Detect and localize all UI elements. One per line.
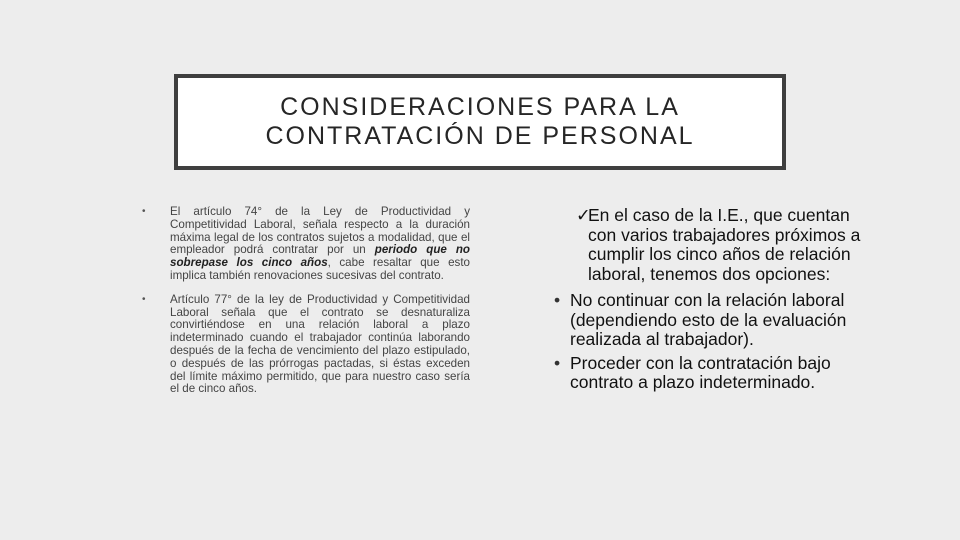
left-bullet-article-77: [142, 294, 470, 396]
bullet-dot-icon: •: [554, 290, 561, 310]
article-77-text: Artículo 77° de la ley de Productividad y Competitividad Laboral señala que el contrato se desnaturaliza convirtiéndose en una relación laboral a plazo indeterminado cuando el trabajador continúa laborando después de la fecha de vencimiento del plazo estipulado, o después de las prórrogas pactadas, si éstas exceden del límite máximo permitido, que para nuestro caso sería el de cinco años.: [170, 292, 470, 396]
article-74-text-start: El artículo 74° de la Ley de Productividad y Competitividad Laboral, señala respecto a la duración máxima legal de los contratos sujetos a modalidad, que el empleador podrá contratar por un: [170, 205, 470, 257]
option-item: [550, 354, 880, 393]
slide-title-line-2: CONTRATACIÓN DE PERSONAL: [265, 122, 695, 150]
article-74-text-end: , cabe resaltar que esto implica también renovaciones sucesivas del contrato.: [170, 256, 470, 282]
checkmark-icon: ✓: [576, 205, 591, 225]
option-text: Proceder con la contratación bajo contrato a plazo indeterminado.: [570, 352, 831, 392]
left-column: [142, 206, 470, 407]
bullet-dot-icon: •: [554, 352, 561, 373]
bullet-dot-icon: •: [142, 206, 146, 217]
bullet-dot-icon: •: [142, 293, 146, 305]
option-item: [550, 291, 880, 350]
right-intro-text: En el caso de la I.E., que cuentan con varios trabajadores próximos a cumplir los cinco años de relación laboral, tenemos dos opciones:: [588, 205, 861, 284]
right-column: [550, 206, 880, 397]
option-text: No continuar con la relación laboral (dependiendo esto de la evaluación realizada al trabajador).: [570, 290, 847, 349]
slide-title: [265, 93, 694, 151]
article-74-emphasis: periodo que no sobrepase los cinco años: [170, 243, 470, 270]
right-intro: [550, 206, 880, 284]
slide-title-line-1: CONSIDERACIONES PARA LA: [280, 93, 680, 121]
title-box: [174, 74, 786, 170]
left-bullet-article-74: [142, 206, 470, 283]
